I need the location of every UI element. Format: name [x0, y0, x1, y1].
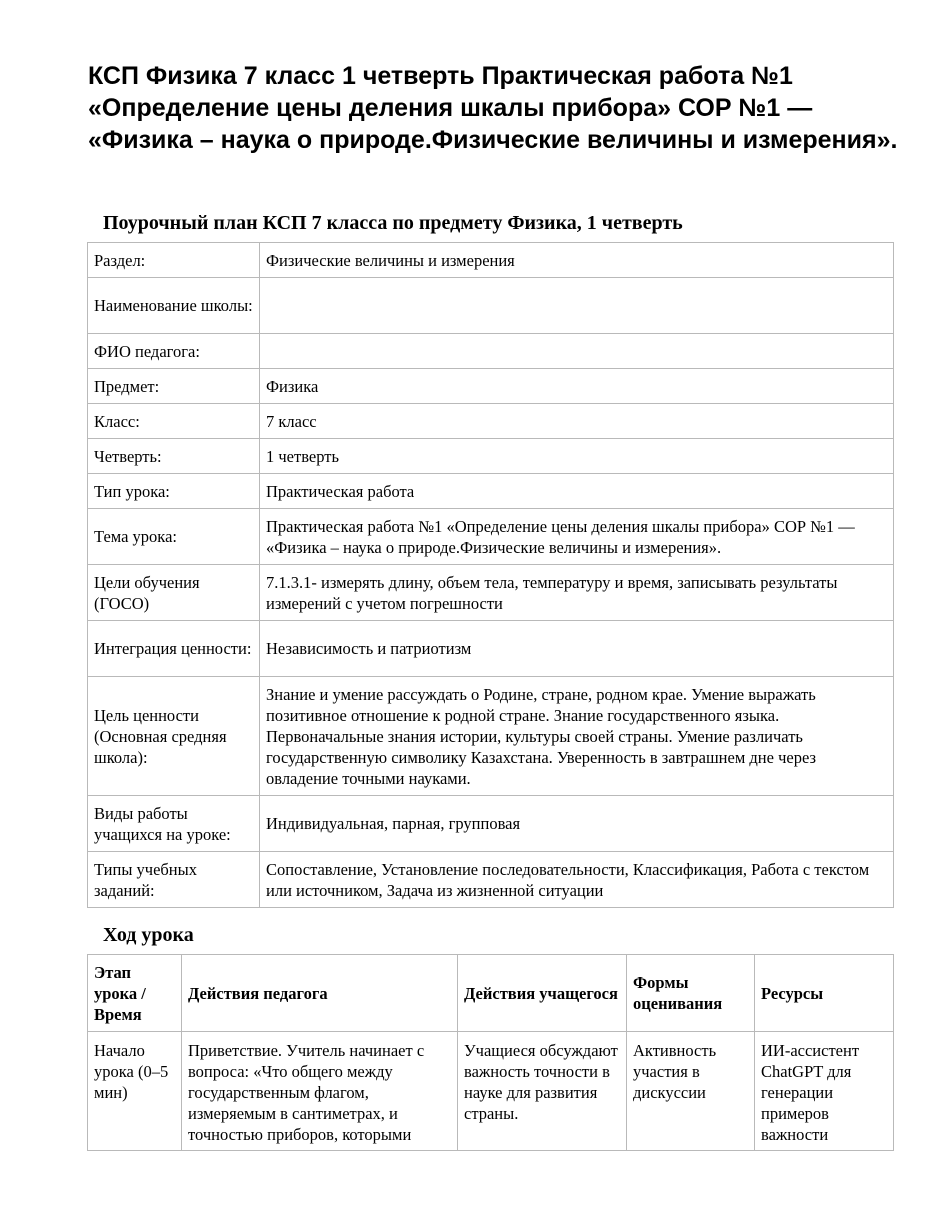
column-header-resources: Ресурсы [755, 955, 894, 1032]
column-header-stage: Этап урока / Время [88, 955, 182, 1032]
row-label: Тип урока: [88, 474, 260, 509]
row-value: Сопоставление, Установление последовательности, Классификация, Работа с текстом или источником, Задача из жизненной ситуации [260, 852, 894, 908]
row-value [260, 278, 894, 334]
row-label: Виды работы учащихся на уроке: [88, 796, 260, 852]
row-label: Тема урока: [88, 509, 260, 565]
row-label: ФИО педагога: [88, 334, 260, 369]
row-label: Типы учебных заданий: [88, 852, 260, 908]
course-heading: Ход урока [103, 924, 194, 946]
table-row [88, 243, 894, 278]
row-value: 7.1.3.1- измерять длину, объем тела, температуру и время, записывать результаты измерений с учетом погрешности [260, 565, 894, 621]
row-label: Класс: [88, 404, 260, 439]
table-row [88, 439, 894, 474]
table-row [88, 677, 894, 796]
table-row [88, 404, 894, 439]
table-row [88, 1032, 894, 1151]
document-title: КСП Физика 7 класс 1 четверть Практическая работа №1 «Определение цены деления шкалы прибора» СОР №1 — «Физика – наука о природе.Физические величины и измерения». [88, 62, 898, 154]
student-cell [458, 1032, 627, 1151]
teacher-cell [182, 1032, 458, 1151]
teacher-text: Приветствие. Учитель начинает с вопроса: «Что общего между государственным флагом, измеряемым в сантиметрах, и точностью приборов, которыми [188, 1041, 425, 1144]
table-row [88, 474, 894, 509]
assessment-cell [627, 1032, 755, 1151]
stage-text: Начало урока (0–5 мин) [94, 1041, 169, 1102]
row-label: Цель ценности (Основная средняя школа): [88, 677, 260, 796]
row-value: Знание и умение рассуждать о Родине, стране, родном крае. Умение выражать позитивное отношение к родной стране. Знание государственного языка. Первоначальные знания истории, культуры своей страны. Умение различать государственную символику Казахстана. Уверенность в завтрашнем дне через овладение точными науками. [260, 677, 894, 796]
row-label: Цели обучения (ГОСО) [88, 565, 260, 621]
row-value: Практическая работа [260, 474, 894, 509]
lesson-course-table [87, 954, 894, 1151]
row-value: 1 четверть [260, 439, 894, 474]
table-row [88, 565, 894, 621]
row-value: Физика [260, 369, 894, 404]
column-header-student: Действия учащегося [458, 955, 627, 1032]
row-value: Практическая работа №1 «Определение цены деления шкалы прибора» СОР №1 — «Физика – наука о природе.Физические величины и измерения». [260, 509, 894, 565]
row-value: 7 класс [260, 404, 894, 439]
table-row [88, 852, 894, 908]
row-value: Физические величины и измерения [260, 243, 894, 278]
row-label: Наименование школы: [88, 278, 260, 334]
column-header-teacher: Действия педагога [182, 955, 458, 1032]
table-header-row [88, 955, 894, 1032]
table-row [88, 334, 894, 369]
table-row [88, 369, 894, 404]
row-label: Четверть: [88, 439, 260, 474]
table-row [88, 796, 894, 852]
row-label: Интеграция ценности: [88, 621, 260, 677]
plan-heading: Поурочный план КСП 7 класса по предмету Физика, 1 четверть [103, 212, 683, 234]
row-label: Предмет: [88, 369, 260, 404]
column-header-assessment: Формы оценивания [627, 955, 755, 1032]
student-text: Учащиеся обсуждают важность точности в науке для развития страны. [464, 1041, 618, 1123]
table-row [88, 509, 894, 565]
row-value: Индивидуальная, парная, групповая [260, 796, 894, 852]
table-row [88, 278, 894, 334]
assessment-text: Активность участия в дискуссии [633, 1041, 717, 1102]
row-label: Раздел: [88, 243, 260, 278]
resources-text: ИИ-ассистент ChatGPT для генерации примеров важности [761, 1041, 860, 1144]
row-value [260, 334, 894, 369]
lesson-plan-table [87, 242, 894, 908]
row-value: Независимость и патриотизм [260, 621, 894, 677]
table-row [88, 621, 894, 677]
resources-cell [755, 1032, 894, 1151]
stage-cell [88, 1032, 182, 1151]
